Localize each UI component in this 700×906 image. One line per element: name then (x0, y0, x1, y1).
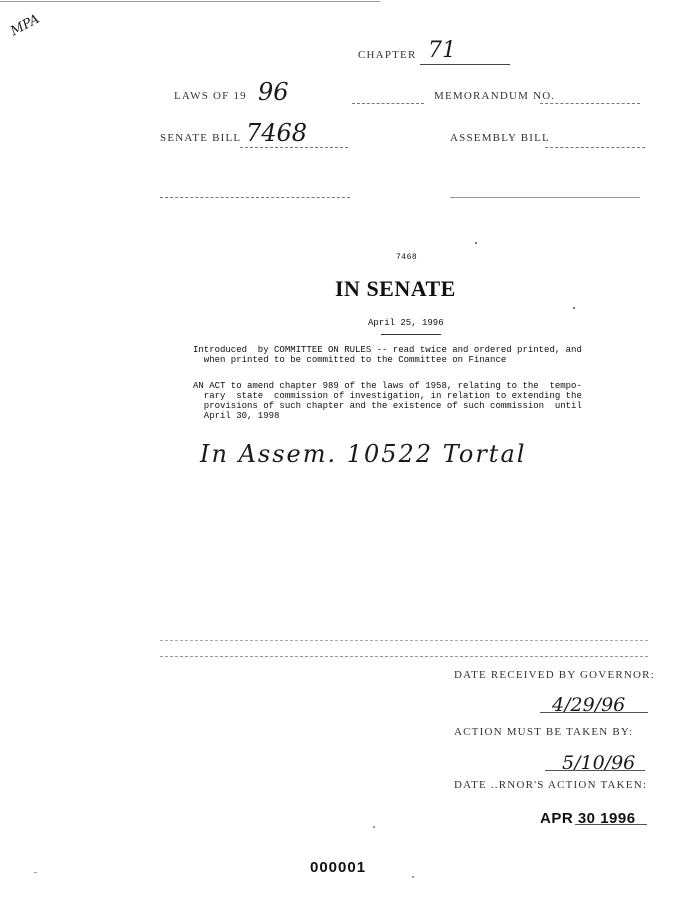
date-received-line (540, 712, 648, 713)
action-taken-stamp: APR 30 1996 (540, 810, 636, 827)
scan-speck (373, 826, 375, 828)
blank-line-left (160, 197, 350, 198)
scan-speck (475, 242, 477, 244)
scan-speck (573, 307, 575, 309)
scan-speck (34, 872, 37, 873)
date-received-value: 4/29/96 (552, 694, 626, 716)
senate-bill-line (240, 147, 348, 148)
assembly-bill-line (545, 147, 645, 148)
action-deadline-value: 5/10/96 (562, 752, 636, 774)
memorandum-line (540, 103, 640, 104)
handwritten-assembly-note: In Assem. 10522 Tortal (200, 440, 527, 468)
bill-date: April 25, 1996 (368, 318, 444, 328)
date-received-label: DATE RECEIVED BY GOVERNOR: (454, 669, 655, 681)
act-line: AN ACT to amend chapter 989 of the laws of 1958, relating to the tempo- (193, 381, 582, 391)
laws-year-value: 96 (258, 78, 289, 106)
assembly-bill-label: ASSEMBLY BILL (450, 132, 550, 144)
action-taken-line (575, 824, 647, 825)
chapter-value: 71 (428, 38, 456, 63)
page-number: 000001 (310, 859, 367, 876)
scan-speck (412, 876, 414, 878)
act-line: rary state commission of investigation, in relation to extending the (193, 391, 582, 401)
separator-line (160, 640, 648, 641)
laws-extra-line (352, 103, 424, 104)
act-paragraph (193, 381, 582, 421)
chapter-line (420, 64, 510, 65)
action-deadline-label: ACTION MUST BE TAKEN BY: (454, 726, 634, 738)
bill-heading: IN SENATE (335, 276, 456, 301)
chapter-label: CHAPTER (358, 49, 417, 61)
act-line: April 30, 1998 (193, 411, 280, 421)
introduced-line: when printed to be committed to the Committee on Finance (193, 355, 507, 365)
blank-line-right (450, 197, 640, 198)
introduced-paragraph (193, 345, 582, 365)
senate-bill-value: 7468 (246, 119, 308, 147)
laws-of-label: LAWS OF 19 (174, 90, 247, 102)
introduced-line: Introduced by COMMITTEE ON RULES -- read twice and ordered printed, and (193, 345, 582, 355)
act-line: provisions of such chapter and the existence of such commission until (193, 401, 582, 411)
senate-bill-label: SENATE BILL (160, 132, 242, 144)
action-taken-label: DATE ..RNOR'S ACTION TAKEN: (454, 779, 648, 791)
corner-handwritten-note: MPA (8, 11, 43, 40)
memorandum-label: MEMORANDUM NO. (434, 90, 556, 102)
top-rule (0, 1, 380, 2)
separator-line (160, 656, 648, 657)
action-deadline-line (545, 770, 645, 771)
date-underline (381, 334, 441, 335)
bill-number: 7468 (396, 253, 418, 262)
